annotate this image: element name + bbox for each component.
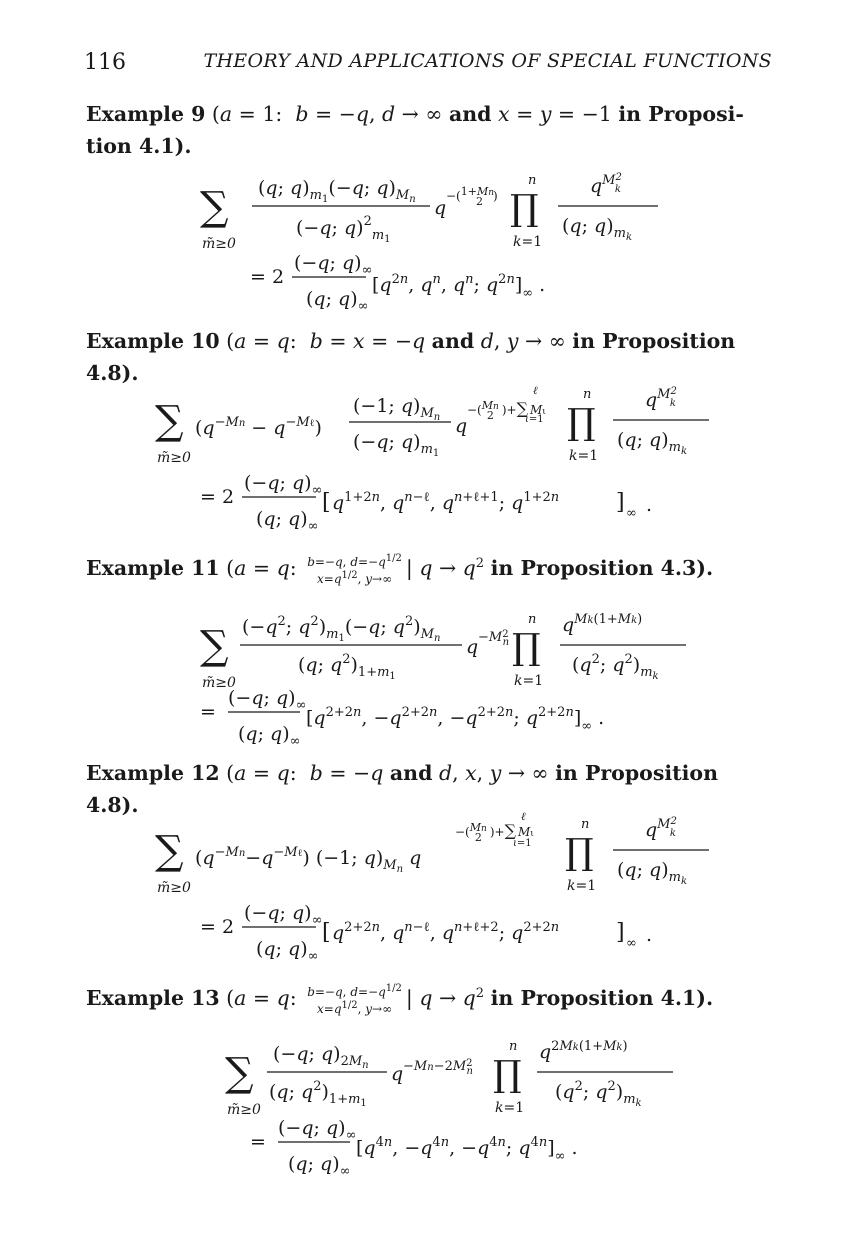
svg-text:qM2k: $q^{M2}$ k (590, 172, 622, 197)
example-12-lhs-equation (155, 808, 715, 908)
svg-text:q: q (434, 197, 447, 219)
svg-text:n: n (581, 817, 590, 832)
svg-text:∞: ∞ (626, 506, 637, 521)
svg-text:∏: ∏ (510, 188, 539, 229)
svg-text:∏: ∏ (493, 1054, 522, 1095)
svg-text:q2+2n, qn−ℓ, qn+ℓ+2; q2+2n: $q^{2+2n}$, $q^{n-\ell}$, $q^{n+\ell+2}$; $q^{2+2n}$ (332, 920, 560, 944)
example-label: Example 13 (86, 985, 220, 1010)
example-12-rhs-equation (200, 895, 670, 965)
svg-text:∑: ∑ (200, 184, 229, 230)
svg-text:−Mn−2M2n: $-Mn-2M^2$ n (403, 1058, 473, 1077)
svg-text:[q2n, qn, qn; q2n]∞ .: [$q^{2n}$, $q^n$, $q^n$; $q^{2n}]_\infty$ . (372, 272, 546, 301)
svg-text:m̃≥0: m̃≥0 (202, 236, 236, 252)
svg-text:k=1: k=1 (567, 878, 597, 894)
svg-text:(q; q)∞: (q; $q)_\infty$ (238, 723, 301, 748)
svg-text:∏: ∏ (565, 832, 594, 873)
example-label: Example 11 (86, 555, 220, 580)
svg-text:m̃≥0: m̃≥0 (227, 1102, 261, 1118)
svg-text:qM2k: $q^{M2}$ k (645, 386, 677, 411)
svg-text:ℓ: ℓ (521, 810, 526, 823)
svg-text:.: . (646, 494, 653, 516)
running-title: THEORY AND APPLICATIONS OF SPECIAL FUNCTIONS (203, 50, 772, 72)
svg-text:q1+2n, qn−ℓ, qn+ℓ+1; q1+2n: $q^{1+2n}$, $q^{n-\ell}$, $q^{n+\ell+1}$; $q^{1+2n}$ (332, 490, 560, 514)
svg-text:k=1: k=1 (495, 1100, 525, 1116)
svg-text:(q2; q2)mk: ($q^2$; $q^2)_mk$ (572, 652, 659, 682)
page-number: 116 (84, 50, 126, 75)
example-label: Example 10 (86, 329, 220, 353)
example-10-heading: Example 10 (a = q: b = x = −q and d, y → ∞ in Proposition 4.8). (86, 329, 736, 385)
svg-text:n: n (528, 173, 537, 188)
svg-text:−(1+Mn2): −(1+Mn 2 ) (446, 185, 498, 208)
example-9-rhs-equation (250, 245, 650, 315)
example-9-heading: Example 9 (a = 1: b = −q, d → ∞ and x = y = −1 in Proposi- tion 4.1). (86, 102, 744, 158)
example-10-rhs-equation (200, 465, 670, 535)
svg-text:[: [ (322, 490, 331, 515)
svg-text:[q4n, −q4n, −q4n; q4n]∞ .: [$q^{4n}$, $-q^{4n}$, $-q^{4n}$; $q^{4n}]_\infty$ . (356, 1135, 578, 1164)
svg-text:∑: ∑ (155, 828, 184, 874)
example-11-rhs-equation (200, 678, 700, 748)
example-label: Example 12 (86, 761, 220, 785)
example-13-rhs-equation (250, 1108, 670, 1178)
svg-text:= 2: = 2 (200, 486, 235, 508)
svg-text:∑: ∑ (200, 623, 229, 669)
svg-text:(−q; q)∞: (−q; $q)_\infty$ (244, 902, 323, 928)
svg-text:∑: ∑ (155, 398, 184, 444)
svg-text:[: [ (322, 920, 331, 945)
svg-text:(q; q)∞: (q; $q)_\infty$ (288, 1153, 351, 1178)
svg-text:∑: ∑ (225, 1050, 254, 1096)
svg-text:(−q; q)m1: (−q; $q)_m1$ (353, 431, 440, 459)
svg-text:m̃≥0: m̃≥0 (202, 675, 236, 691)
svg-text:(q; q)m1(−q; q)Mn: (q; $q)_m1(-q$; $q)_Mn$ (258, 177, 416, 205)
svg-text:−(Mn2)+∑Mι: −(Mn 2 )+∑ Mι (467, 399, 546, 422)
svg-text:−(Mn2)+∑Mι: −(Mn 2 )+∑ Mι (455, 821, 534, 844)
svg-text:(q2; q2)mk: ($q^2$; $q^2)_mk$ (555, 1079, 642, 1109)
svg-text:(−q; q)∞: (−q; $q)_\infty$ (294, 252, 373, 278)
svg-text:n: n (528, 612, 537, 627)
svg-text:(q; q)∞: (q; $q)_\infty$ (256, 938, 319, 964)
svg-text:= 2: = 2 (250, 266, 285, 288)
svg-text:=: = (250, 1131, 266, 1153)
svg-text:(q; q2)1+m1: (q; $q^2)_{1+m}1$ (298, 652, 396, 682)
example-12-heading: Example 12 (a = q: b = −q and d, x, y → ∞ in Proposition 4.8). (86, 761, 719, 817)
svg-text:(q; q)mk: (q; $q)_mk$ (562, 215, 633, 243)
svg-text:(−1; q)Mn: (−1; $q)_Mn$ (353, 395, 441, 423)
svg-text:(q−Mn − q−Mℓ): $(q^{-Mn} - q^{-M\ell})$ (195, 415, 322, 439)
svg-text:qM2k: $q^{M2}$ k (645, 816, 677, 841)
svg-text:= 2: = 2 (200, 916, 235, 938)
svg-text:(q−Mn−q−Mℓ) (−1; q)Mn q: $(q^{-Mn}-q^{-M\ell})$ (−1; $q)_Mn$ q (195, 845, 422, 875)
svg-text:.: . (646, 924, 653, 946)
svg-text:∞: ∞ (626, 936, 637, 951)
example-11-heading: Example 11 (a = q: b=−q, $d=-q^{1/2}$ $x=q^{1/2}$, y→∞ | $q \to q^2$ in Proposition 4.3). (86, 553, 714, 587)
svg-text:(−q; q)∞: (−q; $q)_\infty$ (228, 687, 307, 713)
svg-text:(q; q)∞: (q; $q)_\infty$ (306, 288, 369, 314)
svg-text:q: q (391, 1063, 404, 1085)
svg-text:(−q2; q2)m1(−q; q2)Mn: ($-q^2$; $q^2)_m1(-q$; $q^2)_Mn$ (242, 614, 441, 644)
example-10-lhs-equation (155, 378, 715, 478)
svg-text:]: ] (616, 920, 625, 945)
svg-text:∏: ∏ (567, 402, 596, 443)
svg-text:m̃≥0: m̃≥0 (157, 450, 191, 466)
svg-text:(q; q)mk: (q; $q)_mk$ (617, 859, 688, 887)
svg-text:(q; q2)1+m1: (q; $q^2)_{1+m}1$ (269, 1079, 367, 1109)
svg-text:ι=1: ι=1 (525, 414, 544, 425)
svg-text:k=1: k=1 (569, 448, 599, 464)
svg-text:=: = (200, 701, 216, 723)
page-header (84, 50, 772, 80)
svg-text:(−q; q)∞: (−q; $q)_\infty$ (278, 1117, 357, 1143)
svg-text:ℓ: ℓ (533, 384, 538, 397)
svg-text:(q; q)mk: (q; $q)_mk$ (617, 429, 688, 457)
svg-text:n: n (583, 387, 592, 402)
svg-text:(q; q)∞: (q; $q)_\infty$ (256, 508, 319, 534)
svg-text:ι=1: ι=1 (513, 838, 532, 849)
svg-text:(−q; q)2m1: (−q; q)$^2_m$1 (296, 214, 391, 245)
svg-text:[q2+2n, −q2+2n, −q2+2n; q2+2: [$q^{2+2n}$, $-q^{2+2n}$, $-q^{2+2n}$; $q^{2+2n}]_\infty$ . (306, 705, 605, 734)
svg-text:q: q (455, 415, 468, 437)
svg-text:k=1: k=1 (514, 673, 544, 689)
svg-text:m̃≥0: m̃≥0 (157, 880, 191, 896)
svg-text:qMk(1+Mk): $q^{Mk(1+Mk)}$ (562, 612, 643, 636)
svg-text:q2Mk(1+Mk): $q^{2Mk(1+Mk)}$ (539, 1039, 628, 1063)
example-13-heading: Example 13 (a = q: b=−q, $d=-q^{1/2}$ $x=q^{1/2}$, y→∞ | $q \to q^2$ in Proposition 4.1). (86, 983, 714, 1017)
example-label: Example 9 (86, 102, 206, 126)
svg-text:(−q; q)∞: (−q; $q)_\infty$ (244, 472, 323, 498)
svg-text:]: ] (616, 490, 625, 515)
svg-text:q: q (466, 636, 479, 658)
svg-text:(−q; q)2Mn: (−q; $q)_{2M}n$ (273, 1043, 369, 1071)
svg-text:n: n (509, 1039, 518, 1054)
svg-text:∏: ∏ (512, 627, 541, 668)
svg-text:k=1: k=1 (513, 234, 543, 250)
svg-text:−M2n: $-M^2$ n (478, 629, 510, 648)
